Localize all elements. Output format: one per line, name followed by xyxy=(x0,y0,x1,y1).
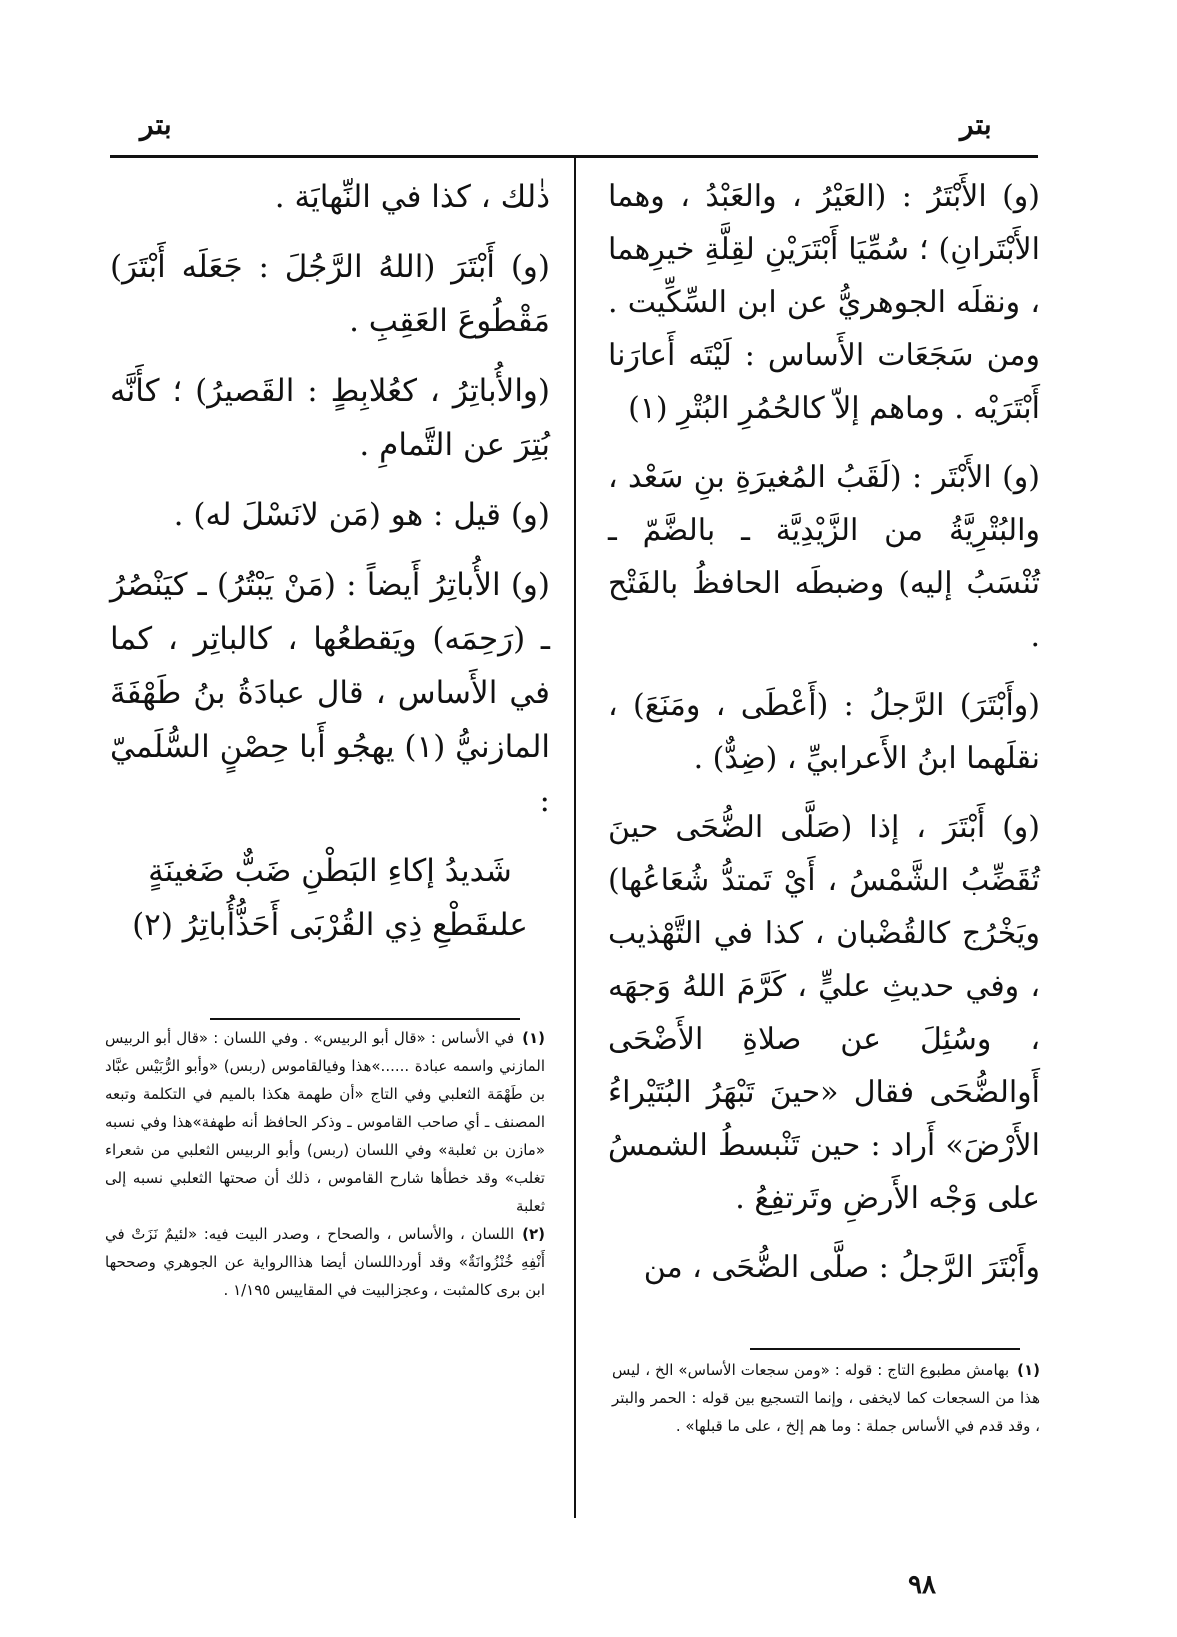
entry-paragraph: (وأَبْتَرَ) الرَّجلُ : (أَعْطَى ، ومَنَعَ) ، نقلَهما ابنُ الأَعرابيِّ ، (ضِدٌّ) . xyxy=(608,688,1040,776)
footnote-number: (٢) xyxy=(522,1225,545,1243)
footnote xyxy=(612,1356,1040,1440)
right-column xyxy=(608,170,1040,1310)
footnote-text: في الأساس : «قال أبو الربيس» . وفي اللسان : «قال أبو الربيس المازني واسمه عبادة ......»هذا وفيالقاموس (ربس) «وأبو الرُّبَيْس عبَّاد بن طَهْمَة الثعلبي وفي التاج «أن طهمة هكذا بالميم في التكلمة وتبعه المصنف ـ أي صاحب القاموس ـ وذكر الحافظ أنه طهفة»هذا وفي نسبه «مازن بن ثعلبة» وفي اللسان (ربس) وأبو الربيس الثعلبي من شعراء تغلب» وقد خطأها شارح القاموس ، ذلك أن صحتها الثعلبي نسبه إلى ثعلبة xyxy=(105,1029,545,1215)
footnote xyxy=(105,1024,545,1220)
footnotes-right xyxy=(612,1356,1040,1440)
entry-paragraph: وأَبْتَرَ الرَّجلُ : صلَّى الضُّحَى ، من xyxy=(643,1250,1040,1285)
page-number: ٩٨ xyxy=(908,1570,936,1600)
entry-paragraph: (والأُباتِرُ ، كعُلابِطٍ : القَصيرُ) ؛ كأَنَّه بُتِرَ عن التَّمامِ . xyxy=(110,373,550,463)
running-header-right: بتر xyxy=(960,108,992,141)
entry-paragraph: (و) أَبْتَرَ ، إذا (صَلَّى الضُّحَى حينَ تُقَضِّبُ الشَّمْسُ ، أَيْ تَمتدُّ شُعَاعُها) ويَخْرُج كالقُضْبان ، كذا في التَّهْذيب ، وفي حديثِ عليٍّ ، كَرَّمَ اللهُ وَجهَه ، وسُئِلَ عن صلاةِ الأَضْحَى أَوالضُّحَى فقال «حينَ تَبْهَرُ البُتَيْراءُ الأَرْضَ» أَراد : حين تَنْبسطُ الشمسُ على وَجْه الأَرضِ وتَرتفِعُ . xyxy=(608,810,1040,1216)
column-divider xyxy=(574,158,576,1518)
entry-paragraph: (و) الأَبْتَر : (لَقَبُ المُغيرَةِ بنِ سَعْد ، والبُتْرِيَّةُ من الزَّيْدِيَّة ـ بالضَّمّ ـ تُنْسَبُ إليه) وضبطَه الحافظُ بالفَتْح . xyxy=(608,460,1040,654)
entry-paragraph: (و) قيل : هو (مَن لانَسْلَ له) . xyxy=(173,497,550,533)
running-header-left: بتر xyxy=(140,108,172,141)
entry-paragraph: ذٰلك ، كذا في النِّهايَة . xyxy=(274,179,550,215)
verse-line: شَديدُ إكاءِ البَطْنِ ضَبٌّ ضَغينَةٍ xyxy=(148,853,512,889)
footnote-rule-right xyxy=(750,1348,1020,1350)
footnotes-left xyxy=(105,1024,545,1304)
footnote-number: (١) xyxy=(522,1029,545,1047)
left-column xyxy=(110,170,550,952)
entry-paragraph: (و) الأَبْتَرُ : (العَيْرُ ، والعَبْدُ ، وهما الأَبْتَرانِ) ؛ سُمِّيَا أَبْتَرَيْنِ لقِلَّةِ خيرِهما ، ونقلَه الجوهريُّ عن ابن السِّكِّيت . ومن سَجَعَات الأَساس : لَيْتَه أَعارَنا أَبْتَرَيْه . وماهم إلاّ كالحُمُرِ البُتْرِ (١) xyxy=(608,179,1040,426)
verse-line: علىقَطْعِ ذِي القُرْبَى أَحَذُّأُباتِرُ (٢) xyxy=(132,907,528,943)
footnote-text: اللسان ، والأساس ، والصحاح ، وصدر البيت فيه: «لئيمٌ نَزَتْ في أَنْفِهِ خُنْزُوانَةٌ» وقد أورداللسان أيضا هذاالرواية عن الجوهري وصححها ابن برى كالمثبت ، وعجزالبيت في المقاييس ١/١٩٥ . xyxy=(105,1225,545,1299)
entry-paragraph: (و) أَبْتَرَ (اللهُ الرَّجُلَ : جَعَلَه أَبْتَرَ) مَقْطُوعَ العَقِبِ . xyxy=(110,249,550,339)
footnote-rule-left xyxy=(210,1018,520,1020)
footnote-text: بهامش مطبوع التاج : قوله : «ومن سجعات الأساس» الخ ، ليس هذا من السجعات كما لايخفى ، وإنما التسجيع بين قوله : الحمر والبتر ، وقد قدم في الأساس جملة : وما هم إلخ ، على ما قبلها» . xyxy=(612,1361,1040,1435)
entry-paragraph: (و) الأُباتِرُ أَيضاً : (مَنْ يَبْتُرُ) ـ كيَنْصُرُ ـ (رَحِمَه) ويَقطعُها ، كالباتِر ، كما في الأَساس ، قال عبادَةُ بنُ طَهْفَةَ المازنيُّ (١) يهجُو أَبا حِصْنٍ السُّلَميّ : xyxy=(110,567,550,819)
footnote xyxy=(105,1220,545,1304)
footnote-number: (١) xyxy=(1017,1361,1040,1379)
